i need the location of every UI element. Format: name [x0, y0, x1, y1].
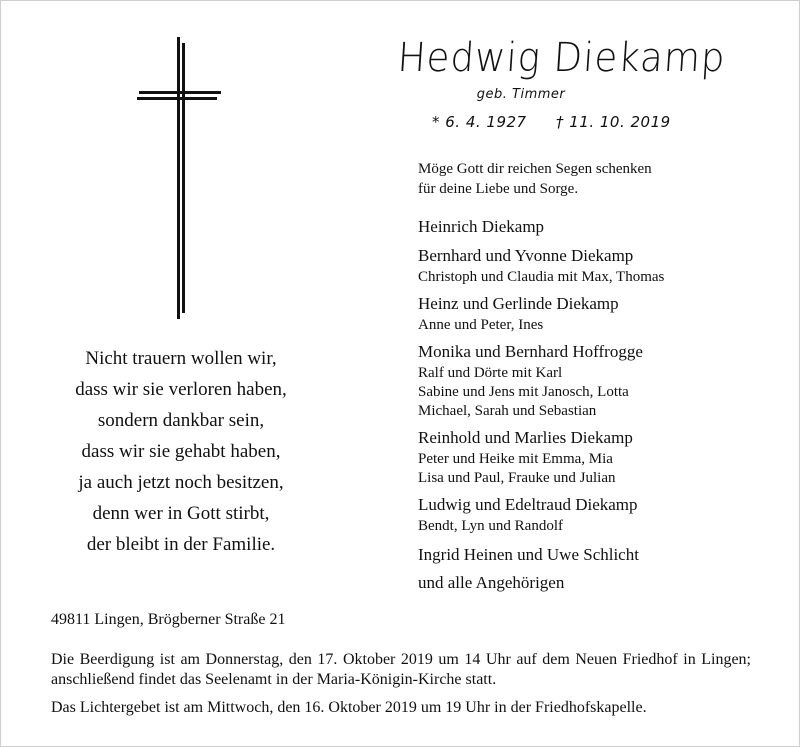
family-group [418, 493, 778, 536]
family-sub: Ralf und Dörte mit Karl [418, 365, 563, 381]
family-group [418, 541, 778, 597]
poem-line: sondern dankbar sein, [97, 410, 265, 431]
family-main: Heinrich Diekamp [418, 217, 545, 236]
address: 49811 Lingen, Brögberner Straße 21 [51, 611, 286, 628]
family-group [418, 292, 778, 335]
family-sub: Lisa und Paul, Frauke und Julian [418, 470, 616, 486]
poem [21, 343, 341, 560]
funeral-notice: Die Beerdigung ist am Donnerstag, den 17. Oktober 2019 um 14 Uhr auf dem Neuen Friedhof in Lingen; anschließend findet das Seelenamt in der Maria-Königin-Kirche statt. [51, 651, 751, 688]
family-main: Ingrid Heinen und Uwe Schlicht [418, 545, 639, 564]
blessing-line: für deine Liebe und Sorge. [418, 181, 579, 197]
notices [51, 650, 751, 726]
blessing-text [418, 159, 652, 199]
family-main: Reinhold und Marlies Diekamp [418, 428, 633, 447]
blessing-line: Möge Gott dir reichen Segen schenken [418, 161, 652, 177]
family-sub: Bendt, Lyn und Randolf [418, 518, 563, 534]
poem-line: Nicht trauern wollen wir, [85, 348, 277, 369]
family-sub: Sabine und Jens mit Janosch, Lotta [418, 384, 629, 400]
family-sub: Peter und Heike mit Emma, Mia [418, 451, 613, 467]
poem-line: dass wir sie verloren haben, [75, 379, 287, 400]
poem-line: dass wir sie gehabt haben, [81, 441, 281, 462]
family-group [418, 340, 778, 421]
poem-line: ja auch jetzt noch besitzen, [78, 472, 284, 493]
family-sub: Michael, Sarah und Sebastian [418, 403, 597, 419]
family-main: Heinz und Gerlinde Diekamp [418, 294, 619, 313]
poem-line: der bleibt in der Familie. [86, 534, 276, 555]
family-group [418, 244, 778, 287]
family-list [418, 215, 778, 597]
death-date: † 11. 10. 2019 [556, 113, 671, 131]
prayer-notice: Das Lichtergebet ist am Mittwoch, den 16. Oktober 2019 um 19 Uhr in der Friedhofskapelle. [51, 699, 647, 716]
family-sub: Anne und Peter, Ines [418, 317, 544, 333]
birth-date: * 6. 4. 1927 [432, 113, 527, 131]
family-group [418, 215, 778, 239]
family-group [418, 426, 778, 488]
cross-icon [137, 37, 223, 319]
family-closing: und alle Angehörigen [418, 573, 565, 592]
family-sub: Christoph und Claudia mit Max, Thomas [418, 269, 665, 285]
deceased-name: Hedwig Diekamp [396, 35, 728, 81]
poem-line: denn wer in Gott stirbt, [92, 503, 270, 524]
family-main: Monika und Bernhard Hoffrogge [418, 342, 643, 361]
maiden-name: geb. Timmer [476, 87, 566, 102]
family-main: Ludwig und Edeltraud Diekamp [418, 495, 638, 514]
family-main: Bernhard und Yvonne Diekamp [418, 246, 634, 265]
